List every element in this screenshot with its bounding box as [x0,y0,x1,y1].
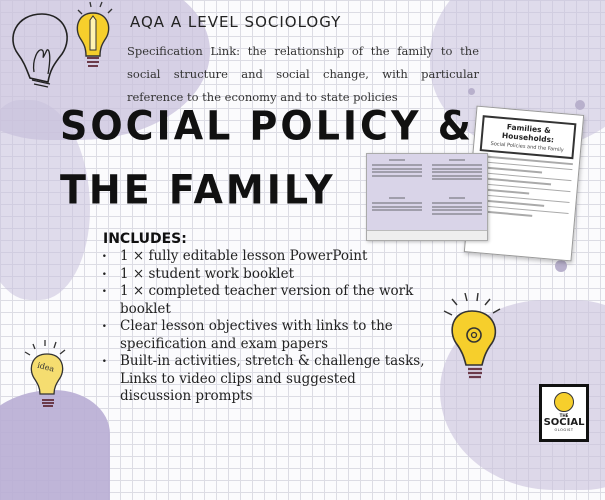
logo-bulb-icon [554,392,574,412]
main-title-line2: THE FAMILY [60,166,336,214]
svg-text:idea: idea [36,360,56,374]
list-item: . 1 × student work booklet [100,266,430,284]
includes-heading: INCLUDES: [103,231,187,247]
pencil-bulb-icon [68,0,118,75]
course-title: AQA A LEVEL SOCIOLOGY [130,13,342,31]
booklet-header [480,115,577,159]
gear-bulb-icon [440,293,515,388]
social-ologist-logo: THE SOCIAL OLOGIST [539,384,589,442]
specification-link: Specification Link: the relationship of the family to the social structure and social change, with particular reference to the economy and to state policies [127,44,479,104]
list-item: . Built-in activities, stretch & challenge tasks, Links to video clips and suggested discussion prompts [100,353,430,406]
list-item: . 1 × completed teacher version of the work booklet [100,283,430,318]
booklet-subtitle: Social Policies and the Family [490,140,564,154]
booklet-title: Families & Households: [501,122,555,145]
paint-dot [555,260,567,272]
includes-list [100,248,430,406]
idea-bulb-icon [20,340,75,410]
list-item: . 1 × fully editable lesson PowerPoint [100,248,430,266]
list-item: . Clear lesson objectives with links to the specification and exam papers [100,318,430,353]
main-title-line1: SOCIAL POLICY & [60,102,474,150]
paint-dot [575,100,585,110]
slide-preview [366,153,488,241]
